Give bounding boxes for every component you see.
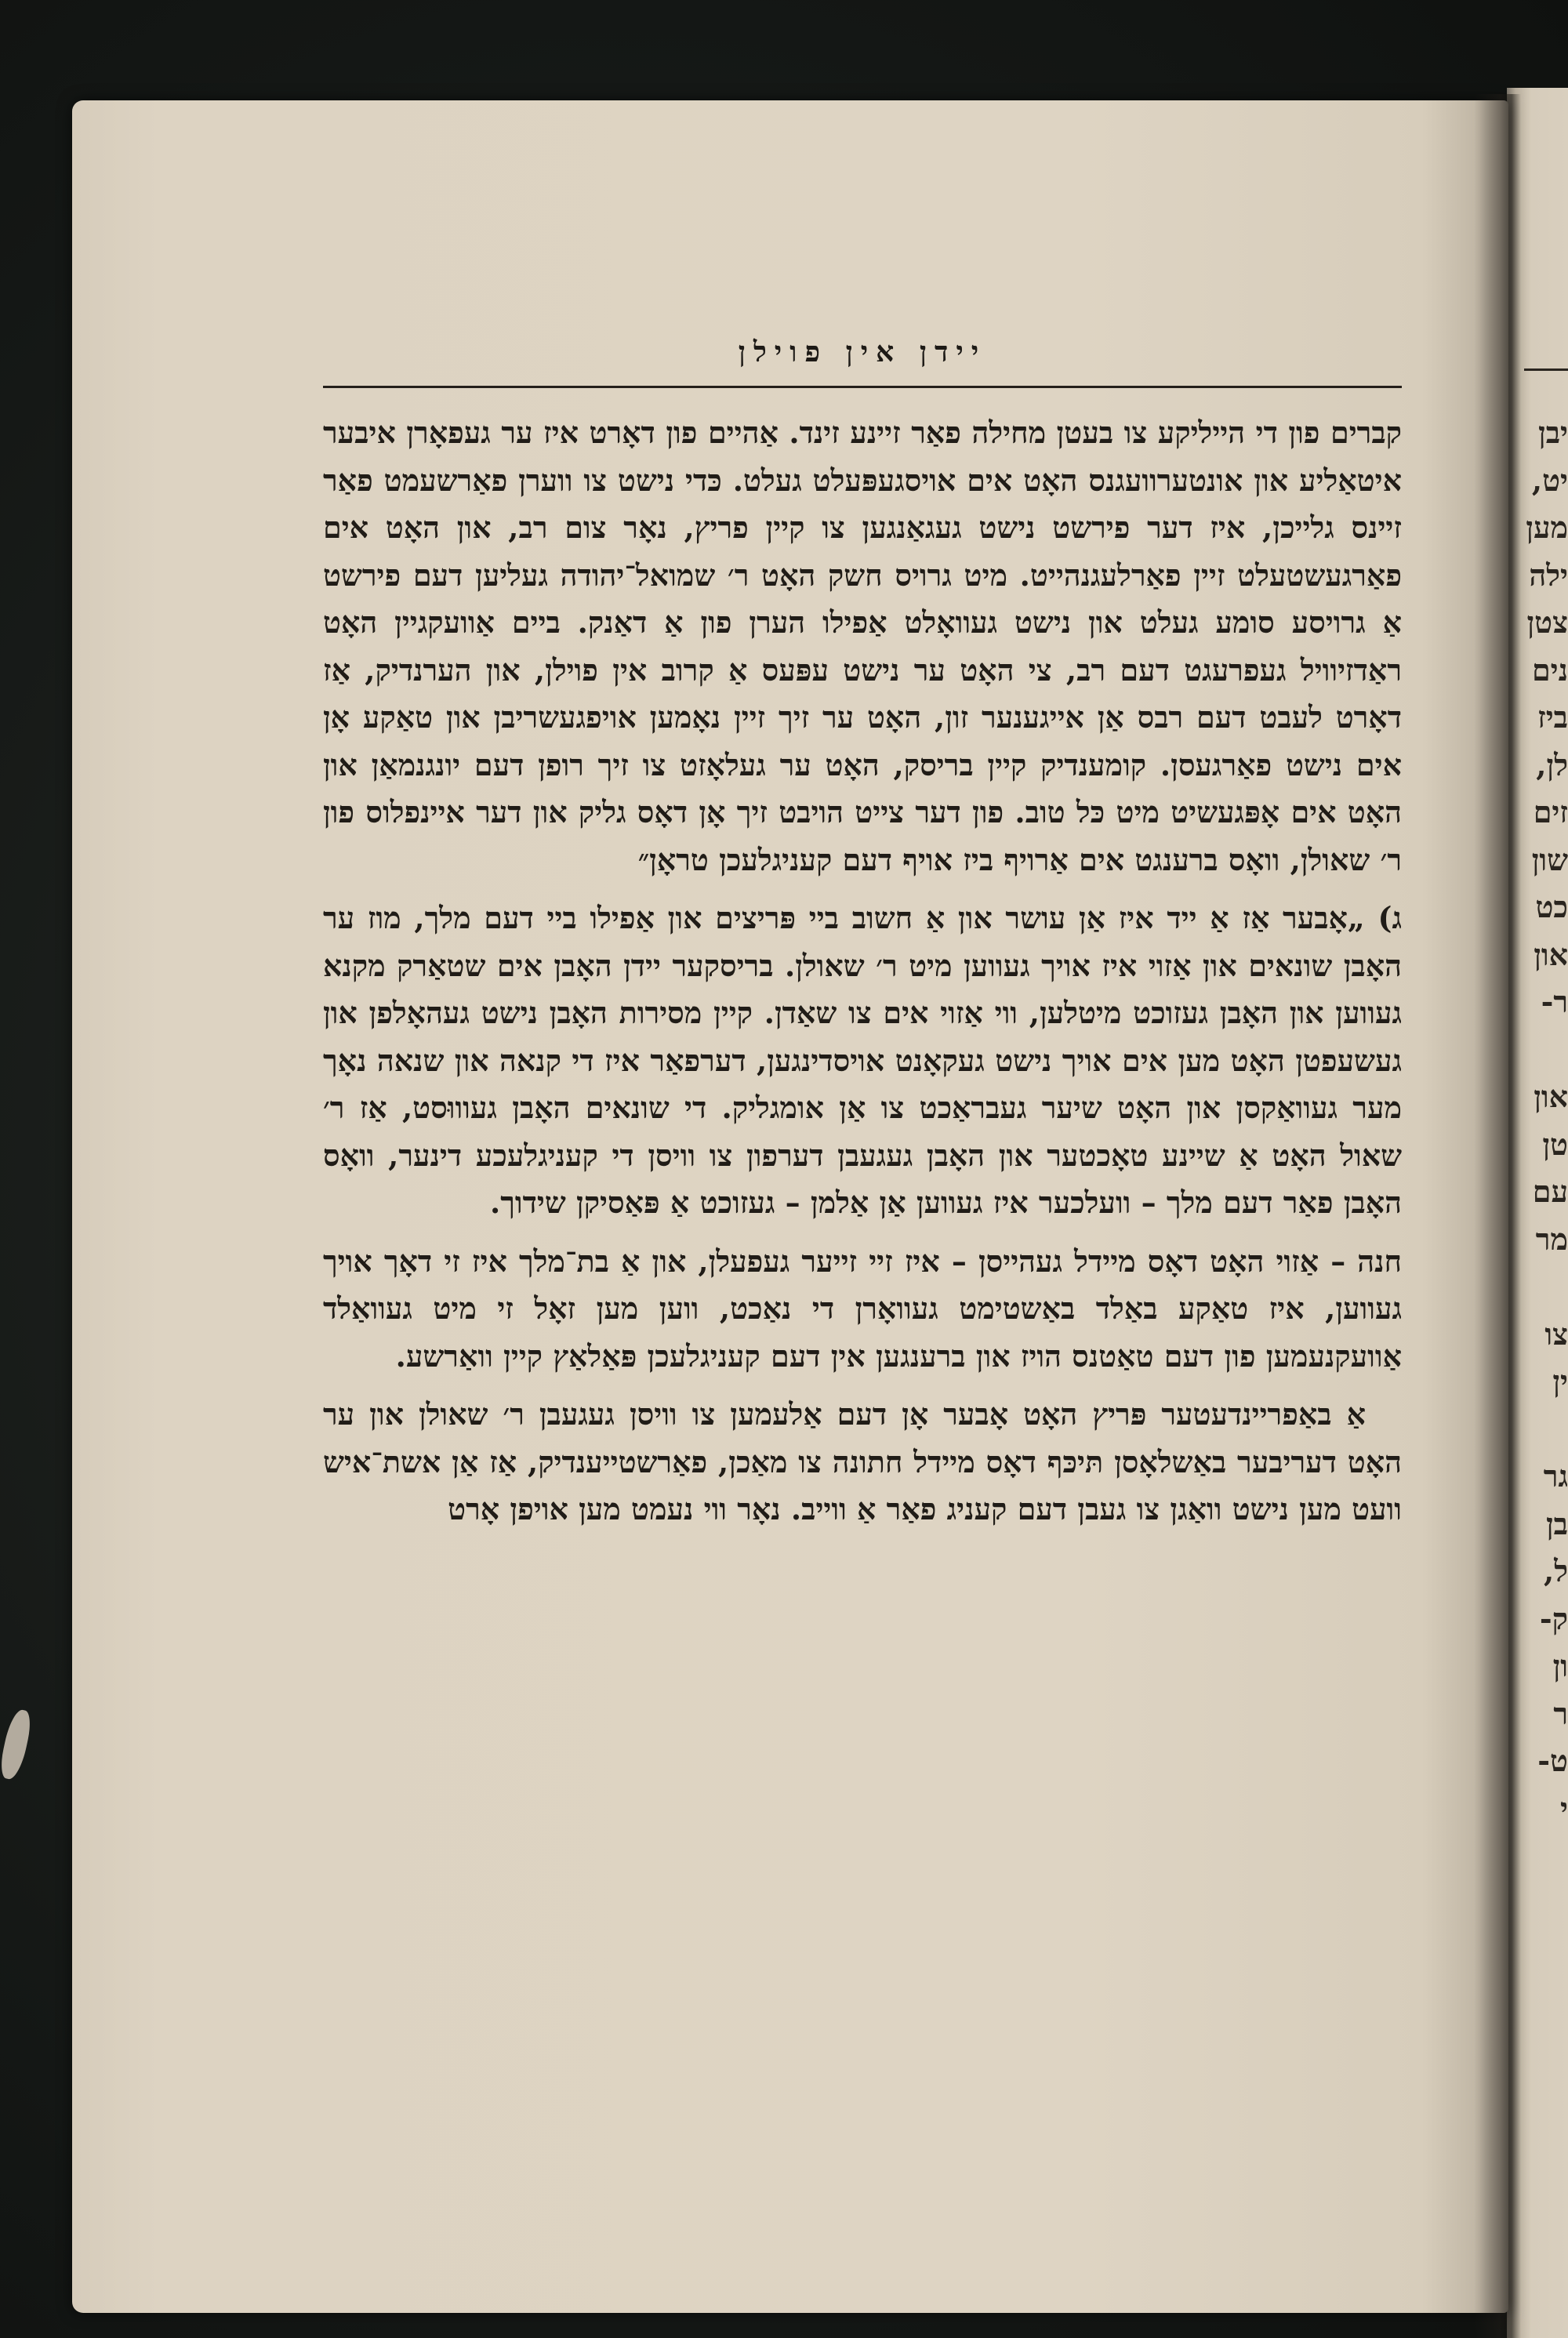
facing-page-line: גר xyxy=(1543,1458,1568,1494)
facing-page-line: שון xyxy=(1531,841,1568,877)
facing-page-line: עם xyxy=(1532,1174,1568,1209)
binding-tear xyxy=(0,1708,34,1781)
facing-page-line: ר- xyxy=(1541,984,1568,1019)
gutter-shadow xyxy=(1474,94,1521,2338)
facing-page-line: ביז xyxy=(1537,699,1568,735)
facing-page-line: כט xyxy=(1535,889,1568,924)
facing-page-line: יט, xyxy=(1531,462,1568,498)
running-head: יידן אין פוילן xyxy=(738,336,987,368)
facing-page-rule xyxy=(1524,368,1568,371)
facing-page-line: ון xyxy=(1552,1648,1568,1683)
facing-page-line: טן xyxy=(1542,1126,1568,1162)
facing-page-line: מר xyxy=(1535,1221,1568,1257)
facing-page-line: צטן xyxy=(1526,604,1568,640)
facing-page-line xyxy=(1521,1026,1568,1074)
paragraph: אַ באַפריינדעטער פּריץ האָט אָבער אָן דעם אַלעמען צו וויסן געגעבן ר׳ שאולן און ער האָט דעריבער באַשלאָסן תּיכּף דאָס מיידל חתונה צו מאַכן, פאַרשטייענדיק, אַז אַן אשת־איש וועט מען נישט וואַגן צו געבן דעם קעניג פאַר אַ ווייב. נאָר ווי נעמט מען אויפן אָרט xyxy=(323,1396,1402,1527)
facing-page-line xyxy=(1521,1406,1568,1454)
facing-page-line: ק- xyxy=(1539,1600,1568,1636)
facing-page-line: מען xyxy=(1526,510,1568,545)
header-rule xyxy=(323,386,1402,388)
facing-page-line: צו xyxy=(1544,1316,1568,1352)
facing-page-line: און xyxy=(1534,1079,1568,1114)
facing-page-line: ין xyxy=(1552,1363,1568,1399)
facing-page-line: י xyxy=(1560,1790,1568,1826)
paragraph: ג) „אָבער אַז אַ ייד איז אַן עושר און אַ חשוב ביי פּריצים און אַפילו ביי דעם מלך, מוז ער האָבן שונאים און אַזוי איז אויך געווען מיט ר׳ שאולן. בריסקער יידן האָבן אים שטאַרק מקנא געווען און האָבן געזוכט מיטלען, ווי אַזוי אים צו שאַדן. קיין מסירות האָבן נישט געהאָלפן און געשעפטן האָט מען אים אויך נישט געקאָנט אויסדינגען, דערפאַר איז די קנאה און שנאה נאָך מער געוואַקסן און האָט שיער געבראַכט צו אַן אומגליק. די שונאים האָבן געוווּסט, אַז ר׳ שאול האָט אַ שיינע טאָכטער און האָבן געגעבן דערפון צו וויסן די קעניגלעכע דינער, וואָס האָבן פאַר דעם מלך – וועלכער איז געווען אַן אַלמן – געזוכט אַ פּאַסיקן שידוך. xyxy=(323,900,1402,1220)
facing-page-line: יבן xyxy=(1538,415,1568,450)
facing-page-line: לן, xyxy=(1536,746,1568,782)
facing-page-line: און xyxy=(1534,936,1568,972)
body-text xyxy=(323,409,1402,1534)
facing-page-line: ל, xyxy=(1543,1553,1568,1588)
facing-page-text xyxy=(1521,409,1568,1832)
facing-page-line: זים xyxy=(1533,794,1568,830)
facing-page-line: ר xyxy=(1553,1695,1568,1731)
facing-page-line xyxy=(1521,1263,1568,1311)
facing-page-line: נים xyxy=(1531,652,1568,688)
paragraph: קברים פון די הייליקע צו בעטן מחילה פאַר זיינע זינד. אַהיים פון דאָרט איז ער געפאָרן איבער איטאַליע און אונטערוועגנס האָט אים אויסגעפּעלט געלט. כּדי נישט צו ווערן פאַרשעמט פאַר זיינס גלייכן, איז דער פירשט נישט געגאַנגען צו קיין פריץ, נאָר צום רב, און האָט אים פאַרגעשטעלט זיין פאַרלעגנהייט. מיט גרויס חשק האָט ר׳ שמואל־יהודה געליען דעם פירשט אַ גרויסע סומע געלט און נישט געוואָלט אַפילו הערן פון אַ דאַנק. ביים אַוועקגיין האָט ראַדזיוויל געפרעגט דעם רב, צי האָט ער נישט עפּעס אַ קרוב אין פוילן, און הערנדיק, אַז דאָרט לעבט דעם רבס אַן אייגענער זון, האָט ער זיך זיין נאָמען אויפגעשריבן און טאַקע אָן אים נישט פאַרגעסן. קומענדיק קיין בריסק, האָט ער געלאָזט צו זיך רופן דעם יונגנמאַן און האָט אים אָפּגעשיט מיט כּל טוב. פון דער צייט הויבט זיך אָן דאָס גליק און דער איינפלוס פון ר׳ שאולן, וואָס ברענגט אים אַרויף ביז אויף דעם קעניגלעכן טראָן״ xyxy=(323,415,1402,877)
facing-page-line: בן xyxy=(1546,1505,1568,1541)
facing-page-line: ט- xyxy=(1537,1743,1568,1778)
facing-page-line: ילה xyxy=(1529,557,1568,593)
paragraph: חנה – אַזוי האָט דאָס מיידל געהייסן – איז זיי זייער געפעלן, און אַ בת־מלך איז זי דאָך אויך געווען, איז טאַקע באַלד באַשטימט געוואָרן די נאַכט, ווען מען זאָל זי מיט געוואַלד אַוועקנעמען פון דעם טאַטנס הויז און ברענגען אין דעם קעניגלעכן פּאַלאַץ קיין וואַרשע. xyxy=(323,1243,1402,1374)
